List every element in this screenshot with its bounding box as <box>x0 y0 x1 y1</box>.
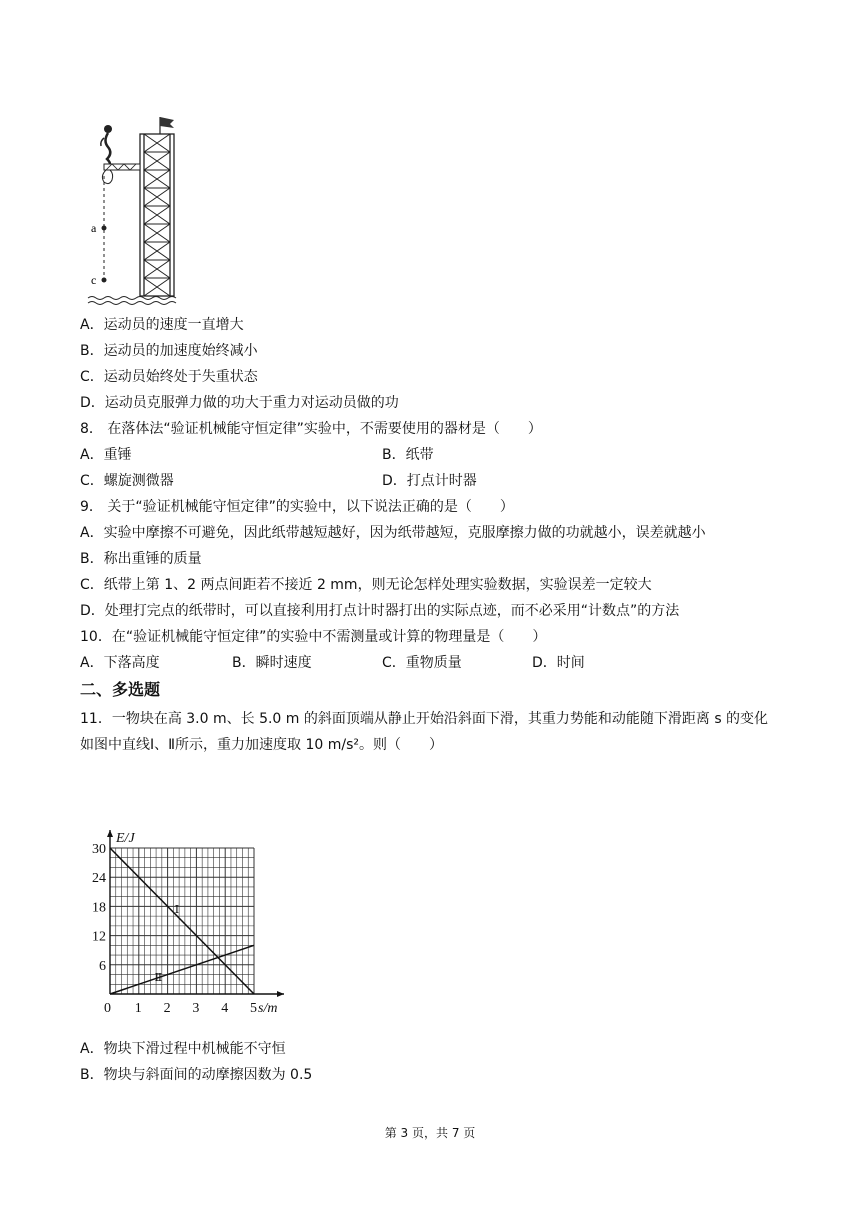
y-tick-label: 6 <box>99 958 106 974</box>
q11-stem-line1: 11．一物块在高 3.0 m、长 5.0 m 的斜面顶端从静止开始沿斜面下滑，其重力势能和动能随下滑距离 s 的变化 <box>80 711 769 727</box>
series-label-1: Ⅰ <box>174 903 180 916</box>
label-a: a <box>91 221 97 235</box>
q7-option-b: B．运动员的加速度始终减小 <box>80 343 258 359</box>
q11-option-a: A．物块下滑过程中机械能不守恒 <box>80 1041 286 1057</box>
y-axis-arrow <box>107 830 113 837</box>
q7-option-c: C．运动员始终处于失重状态 <box>80 369 258 385</box>
q9-stem: 9． 关于“验证机械能守恒定律”的实验中，以下说法正确的是（ ） <box>80 499 514 515</box>
q8-option-c: C．螺旋测微器 <box>80 473 174 489</box>
x-tick-label: 1 <box>134 1001 142 1016</box>
q7-option-a: A．运动员的速度一直增大 <box>80 317 244 333</box>
q8-option-a: A．重锤 <box>80 447 132 463</box>
q8-option-b: B．纸带 <box>382 447 434 463</box>
q9-option-b: B．称出重锤的质量 <box>80 551 202 567</box>
q10-option-c: C．重物质量 <box>382 655 462 671</box>
q9-option-c: C．纸带上第 1、2 两点间距若不接近 2 mm，则无论怎样处理实验数据，实验误差一定较大 <box>80 577 652 593</box>
q10-option-b: B．瞬时速度 <box>232 655 312 671</box>
section-heading: 二、多选题 <box>80 680 161 699</box>
energy-chart <box>80 760 300 1022</box>
x-tick-label: 3 <box>192 1001 200 1016</box>
series-line-1 <box>110 848 254 994</box>
q7-option-d: D．运动员克服弹力做的功大于重力对运动员做的功 <box>80 395 399 411</box>
q10-option-d: D．时间 <box>532 655 585 671</box>
x-tick-label: 5 <box>250 1001 257 1016</box>
y-tick-label: 18 <box>92 900 106 916</box>
y-axis-label: E/J <box>116 831 135 846</box>
bungee-figure <box>86 112 186 308</box>
x-tick-label: 2 <box>163 1001 171 1016</box>
y-tick-label: 30 <box>92 842 106 857</box>
q10-stem: 10．在“验证机械能守恒定律”的实验中不需测量或计算的物理量是（ ） <box>80 629 547 645</box>
q9-option-d: D．处理打完点的纸带时，可以直接利用打点计时器打出的实际点迹，而不必采用“计数点”的方法 <box>80 603 680 619</box>
page-footer: 第 3 页，共 7 页 <box>384 1126 476 1140</box>
series-line-2 <box>110 945 254 994</box>
label-c: c <box>91 273 97 287</box>
q10-option-a: A．下落高度 <box>80 655 160 671</box>
x-tick-label: 0 <box>104 1001 111 1016</box>
q11-option-b: B．物块与斜面间的动摩擦因数为 0.5 <box>80 1067 313 1083</box>
series-label-2: Ⅱ <box>154 971 163 984</box>
q9-option-a: A．实验中摩擦不可避免，因此纸带越短越好，因为纸带越短，克服摩擦力做的功就越小，误差就越小 <box>80 525 706 541</box>
y-tick-label: 24 <box>92 871 106 887</box>
q8-stem: 8． 在落体法“验证机械能守恒定律”实验中，不需要使用的器材是（ ） <box>80 421 542 437</box>
y-tick-label: 12 <box>92 929 106 945</box>
x-axis-label: s/m <box>258 1001 278 1016</box>
x-tick-label: 4 <box>221 1001 229 1016</box>
x-axis-arrow <box>277 991 284 997</box>
q8-option-d: D．打点计时器 <box>382 473 477 489</box>
q11-stem-line2: 如图中直线Ⅰ、Ⅱ所示，重力加速度取 10 m/s²。则（ ） <box>80 737 443 753</box>
